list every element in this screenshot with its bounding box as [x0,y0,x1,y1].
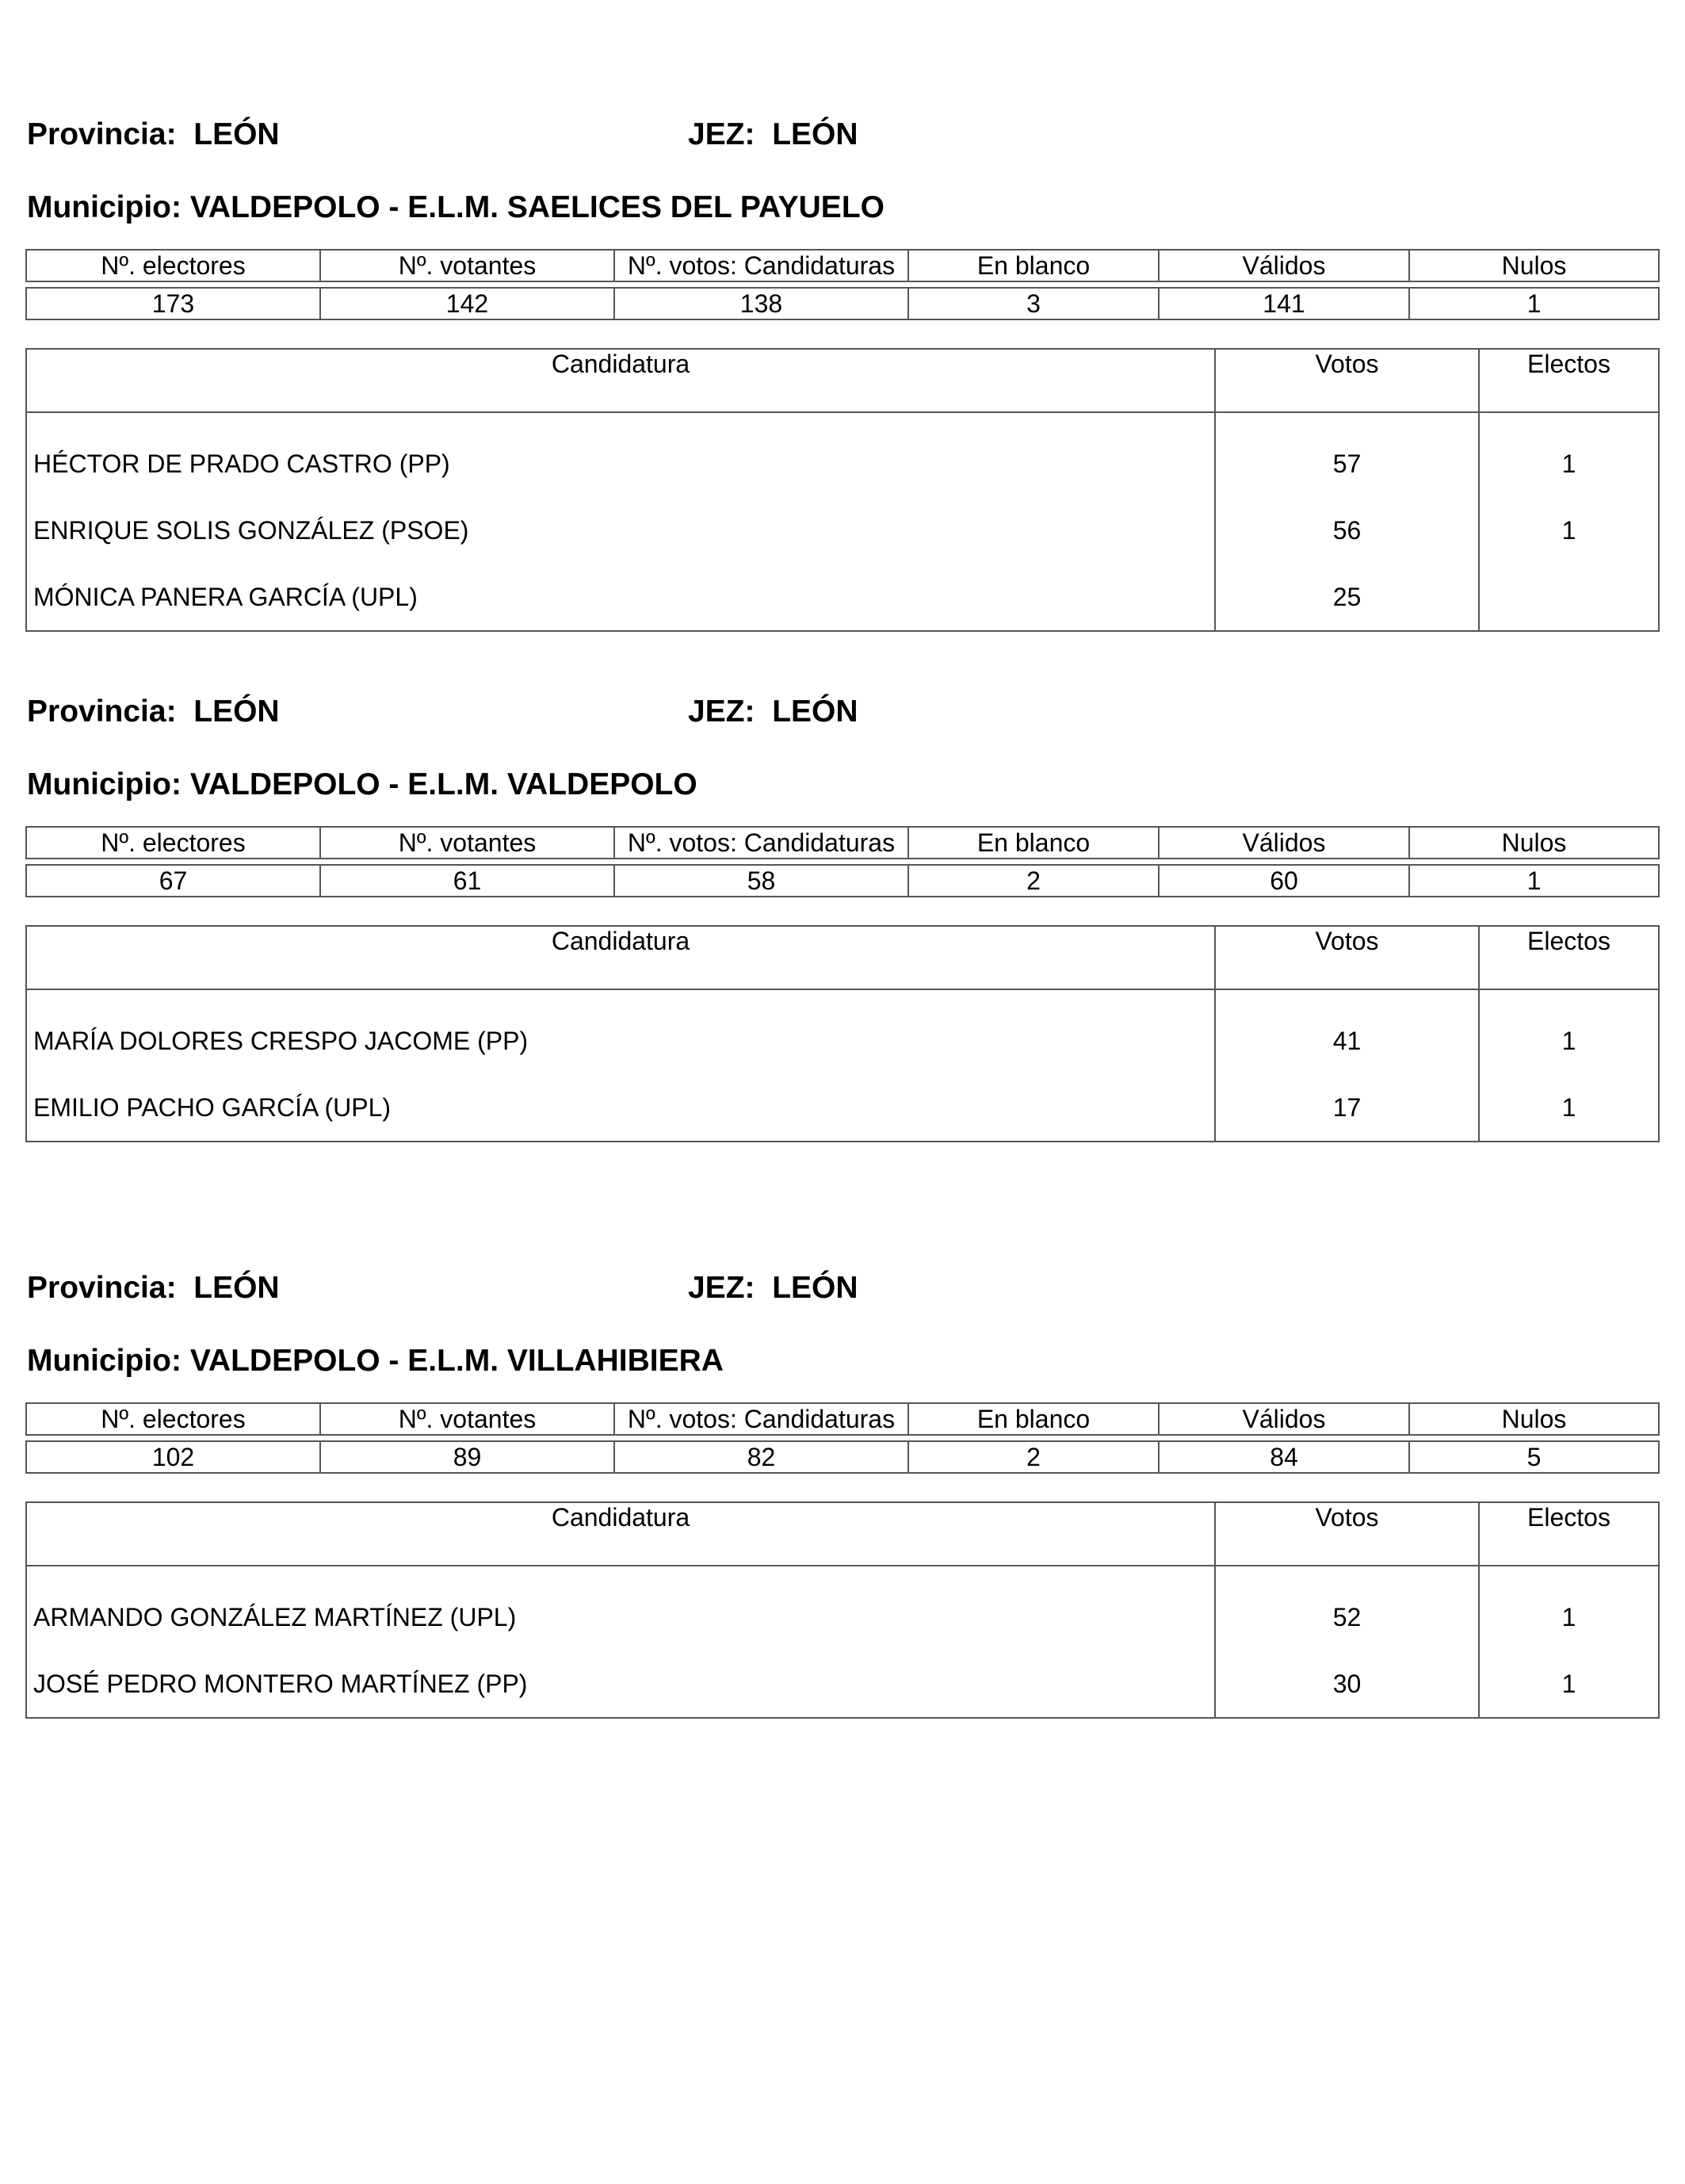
jez-value: LEÓN [772,694,858,729]
stats-value: 173 [26,288,320,319]
candidate-name: EMILIO PACHO GARCÍA (UPL) [26,1074,1215,1142]
stats-header: Nulos [1409,1403,1659,1435]
stats-header: Nº. votantes [320,1403,614,1435]
candidates-header-row [26,1502,1659,1566]
candidate-electos: 1 [1479,1650,1659,1718]
jez-label: JEZ: [688,1271,755,1305]
jez-label: JEZ: [688,117,755,151]
header-line [25,694,1658,734]
candidate-electos [1479,564,1659,631]
stats-header: Nulos [1409,250,1659,281]
stats-header: Nº. votantes [320,827,614,859]
jez-value: LEÓN [772,1271,858,1305]
stats-value: 58 [614,865,908,897]
provincia [27,694,280,729]
stats-table [25,826,1660,897]
jez-label: JEZ: [688,694,755,729]
provincia-label: Provincia: [27,117,177,151]
results-section-2 [25,694,1658,1122]
electos-header: Electos [1479,926,1659,989]
stats-value: 2 [908,865,1159,897]
stats-value: 84 [1159,1441,1409,1473]
table-row [26,412,1659,497]
municipio-value: VALDEPOLO - E.L.M. SAELICES DEL PAYUELO [189,190,885,224]
candidate-votos: 17 [1215,1074,1479,1142]
municipio [27,190,885,225]
stats-value: 2 [908,1441,1159,1473]
results-section-1 [25,117,1658,611]
candidates-table [25,348,1660,632]
stats-value: 82 [614,1441,908,1473]
provincia-label: Provincia: [27,694,177,729]
jez [688,117,858,152]
electos-header: Electos [1479,1502,1659,1566]
stats-value: 3 [908,288,1159,319]
candidatura-header: Candidatura [26,926,1215,989]
table-row [26,497,1659,564]
stats-header: Nº. electores [26,1403,320,1435]
stats-value: 102 [26,1441,320,1473]
candidate-votos: 56 [1215,497,1479,564]
stats-value-row [26,865,1659,897]
stats-value: 67 [26,865,320,897]
header-line [25,1271,1658,1310]
stats-header: Nulos [1409,827,1659,859]
municipio-value: VALDEPOLO - E.L.M. VALDEPOLO [189,767,697,801]
candidates-header-row [26,926,1659,989]
stats-value: 1 [1409,865,1659,897]
stats-value: 61 [320,865,614,897]
provincia-value: LEÓN [193,117,280,151]
header-line [25,117,1658,157]
table-row [26,1650,1659,1718]
candidates-table [25,1501,1660,1719]
stats-header: Nº. votos: Candidaturas [614,250,908,281]
candidates-table [25,925,1660,1142]
stats-header: En blanco [908,827,1159,859]
stats-value: 142 [320,288,614,319]
table-row [26,1566,1659,1650]
candidate-votos: 52 [1215,1566,1479,1650]
stats-header: Nº. electores [26,250,320,281]
stats-header-row [26,827,1659,859]
stats-header-row [26,250,1659,281]
jez [688,1271,858,1306]
stats-header: Válidos [1159,827,1409,859]
votos-header: Votos [1215,1502,1479,1566]
electos-header: Electos [1479,349,1659,412]
stats-header: En blanco [908,250,1159,281]
candidate-name: MARÍA DOLORES CRESPO JACOME (PP) [26,989,1215,1074]
stats-header-row [26,1403,1659,1435]
stats-header: Válidos [1159,250,1409,281]
candidatura-header: Candidatura [26,1502,1215,1566]
provincia-label: Provincia: [27,1271,177,1305]
results-section-3 [25,1271,1658,1698]
stats-value: 60 [1159,865,1409,897]
jez [688,694,858,729]
municipio [27,767,697,802]
votos-header: Votos [1215,926,1479,989]
candidate-votos: 30 [1215,1650,1479,1718]
candidate-electos: 1 [1479,1566,1659,1650]
stats-header: Nº. votos: Candidaturas [614,827,908,859]
provincia-value: LEÓN [193,694,280,729]
candidate-votos: 25 [1215,564,1479,631]
table-row [26,989,1659,1074]
stats-value: 1 [1409,288,1659,319]
candidate-name: JOSÉ PEDRO MONTERO MARTÍNEZ (PP) [26,1650,1215,1718]
stats-header: Válidos [1159,1403,1409,1435]
table-row [26,1074,1659,1142]
stats-table [25,1402,1660,1474]
stats-header: Nº. votos: Candidaturas [614,1403,908,1435]
municipio-label: Municipio: [27,190,181,224]
stats-header: Nº. votantes [320,250,614,281]
candidate-name: MÓNICA PANERA GARCÍA (UPL) [26,564,1215,631]
municipio-label: Municipio: [27,767,181,801]
candidatura-header: Candidatura [26,349,1215,412]
candidate-electos: 1 [1479,1074,1659,1142]
votos-header: Votos [1215,349,1479,412]
candidate-electos: 1 [1479,497,1659,564]
stats-header: En blanco [908,1403,1159,1435]
candidate-name: ENRIQUE SOLIS GONZÁLEZ (PSOE) [26,497,1215,564]
stats-value: 89 [320,1441,614,1473]
stats-table [25,249,1660,320]
candidates-header-row [26,349,1659,412]
candidate-electos: 1 [1479,989,1659,1074]
stats-value: 138 [614,288,908,319]
stats-value: 141 [1159,288,1409,319]
provincia [27,117,280,152]
candidate-name: HÉCTOR DE PRADO CASTRO (PP) [26,412,1215,497]
table-row [26,564,1659,631]
jez-value: LEÓN [772,117,858,151]
provincia [27,1271,280,1306]
candidate-name: ARMANDO GONZÁLEZ MARTÍNEZ (UPL) [26,1566,1215,1650]
municipio-label: Municipio: [27,1344,181,1378]
stats-value: 5 [1409,1441,1659,1473]
provincia-value: LEÓN [193,1271,280,1305]
candidate-votos: 41 [1215,989,1479,1074]
stats-value-row [26,1441,1659,1473]
stats-header: Nº. electores [26,827,320,859]
municipio-value: VALDEPOLO - E.L.M. VILLAHIBIERA [189,1344,724,1378]
candidate-votos: 57 [1215,412,1479,497]
municipio [27,1344,724,1379]
candidate-electos: 1 [1479,412,1659,497]
stats-value-row [26,288,1659,319]
